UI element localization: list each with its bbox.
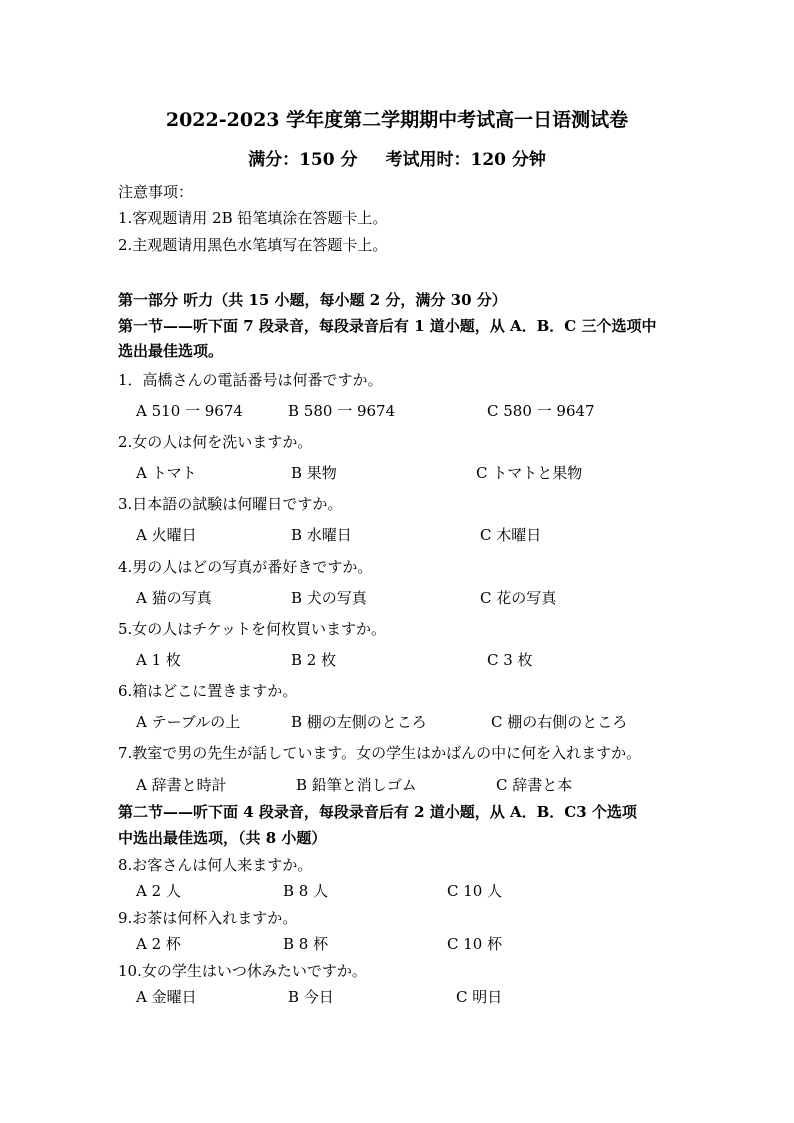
exam-title: 2022-2023 学年度第二学期期中考试高一日语测试卷 (165, 109, 629, 131)
full-score: 满分：150 分 (248, 150, 358, 170)
question-text: 10.女の学生はいつ休みたいですか。 (118, 962, 367, 980)
option-a: A トマト (136, 464, 197, 482)
option-b: B 2 枚 (291, 651, 337, 669)
question-text: 6.箱はどこに置きますか。 (118, 682, 298, 700)
option-a: A 510 一 9674 (136, 402, 243, 420)
option-c: C 棚の右側のところ (491, 713, 628, 731)
option-a: A テーブルの上 (136, 713, 241, 731)
notes-heading: 注意事项： (118, 183, 194, 201)
option-a: A 2 杯 (136, 935, 181, 953)
section1-instruction: 选出最佳选项。 (118, 342, 224, 360)
question-text: 4.男の人はどの写真が番好きですか。 (118, 558, 373, 576)
option-b: B 今日 (288, 988, 334, 1006)
question-text: 7.教室で男の先生が話しています。女の学生はかばんの中に何を入れますか。 (118, 744, 642, 762)
option-c: C 10 人 (447, 882, 503, 900)
option-b: B 犬の写真 (291, 589, 367, 607)
option-c: C 10 杯 (447, 935, 503, 953)
section1-instruction: 第一节——听下面 7 段录音，每段录音后有 1 道小题，从 A．B．C 三个选项中 (118, 317, 657, 335)
option-c: C 花の写真 (480, 589, 557, 607)
option-c: C 木曜日 (480, 526, 542, 544)
option-b: B 鉛筆と消しゴム (296, 776, 417, 794)
option-c: C 580 一 9647 (487, 402, 595, 420)
option-a: A 辞書と時計 (136, 776, 227, 794)
option-b: B 580 一 9674 (288, 402, 396, 420)
question-text: 8.お客さんは何人来ますか。 (118, 856, 313, 874)
option-a: A 金曜日 (136, 988, 197, 1006)
option-b: B 8 杯 (283, 935, 329, 953)
note-item: 2.主观题请用黑色水笔填写在答题卡上。 (118, 236, 388, 254)
option-a: A 火曜日 (136, 526, 197, 544)
question-text: 2.女の人は何を洗いますか。 (118, 433, 313, 451)
option-c: C 辞書と本 (496, 776, 573, 794)
question-text: 5.女の人はチケットを何枚買いますか。 (118, 620, 386, 638)
option-b: B 棚の左側のところ (291, 713, 427, 731)
option-b: B 水曜日 (291, 526, 352, 544)
option-c: C トマトと果物 (476, 464, 583, 482)
option-c: C 明日 (456, 988, 503, 1006)
note-item: 1.客观题请用 2B 铅笔填涂在答题卡上。 (118, 209, 388, 227)
exam-subtitle (0, 150, 794, 170)
option-a: A 1 枚 (136, 651, 181, 669)
section2-instruction: 中选出最佳选项，（共 8 小题） (118, 829, 327, 847)
exam-duration: 考试用时：120 分钟 (385, 150, 546, 170)
option-a: A 2 人 (136, 882, 181, 900)
option-c: C 3 枚 (487, 651, 533, 669)
option-b: B 8 人 (283, 882, 329, 900)
option-b: B 果物 (291, 464, 337, 482)
part1-heading: 第一部分 听力（共 15 小题，每小题 2 分，满分 30 分） (118, 291, 507, 309)
question-text: 1．高橋さんの電話番号は何番ですか。 (118, 371, 383, 389)
section2-instruction: 第二节——听下面 4 段录音，每段录音后有 2 道小题，从 A．B．C3 个选项 (118, 803, 637, 821)
question-text: 3.日本語の試験は何曜日ですか。 (118, 495, 343, 513)
option-a: A 猫の写真 (136, 589, 212, 607)
question-text: 9.お茶は何杯入れますか。 (118, 909, 298, 927)
